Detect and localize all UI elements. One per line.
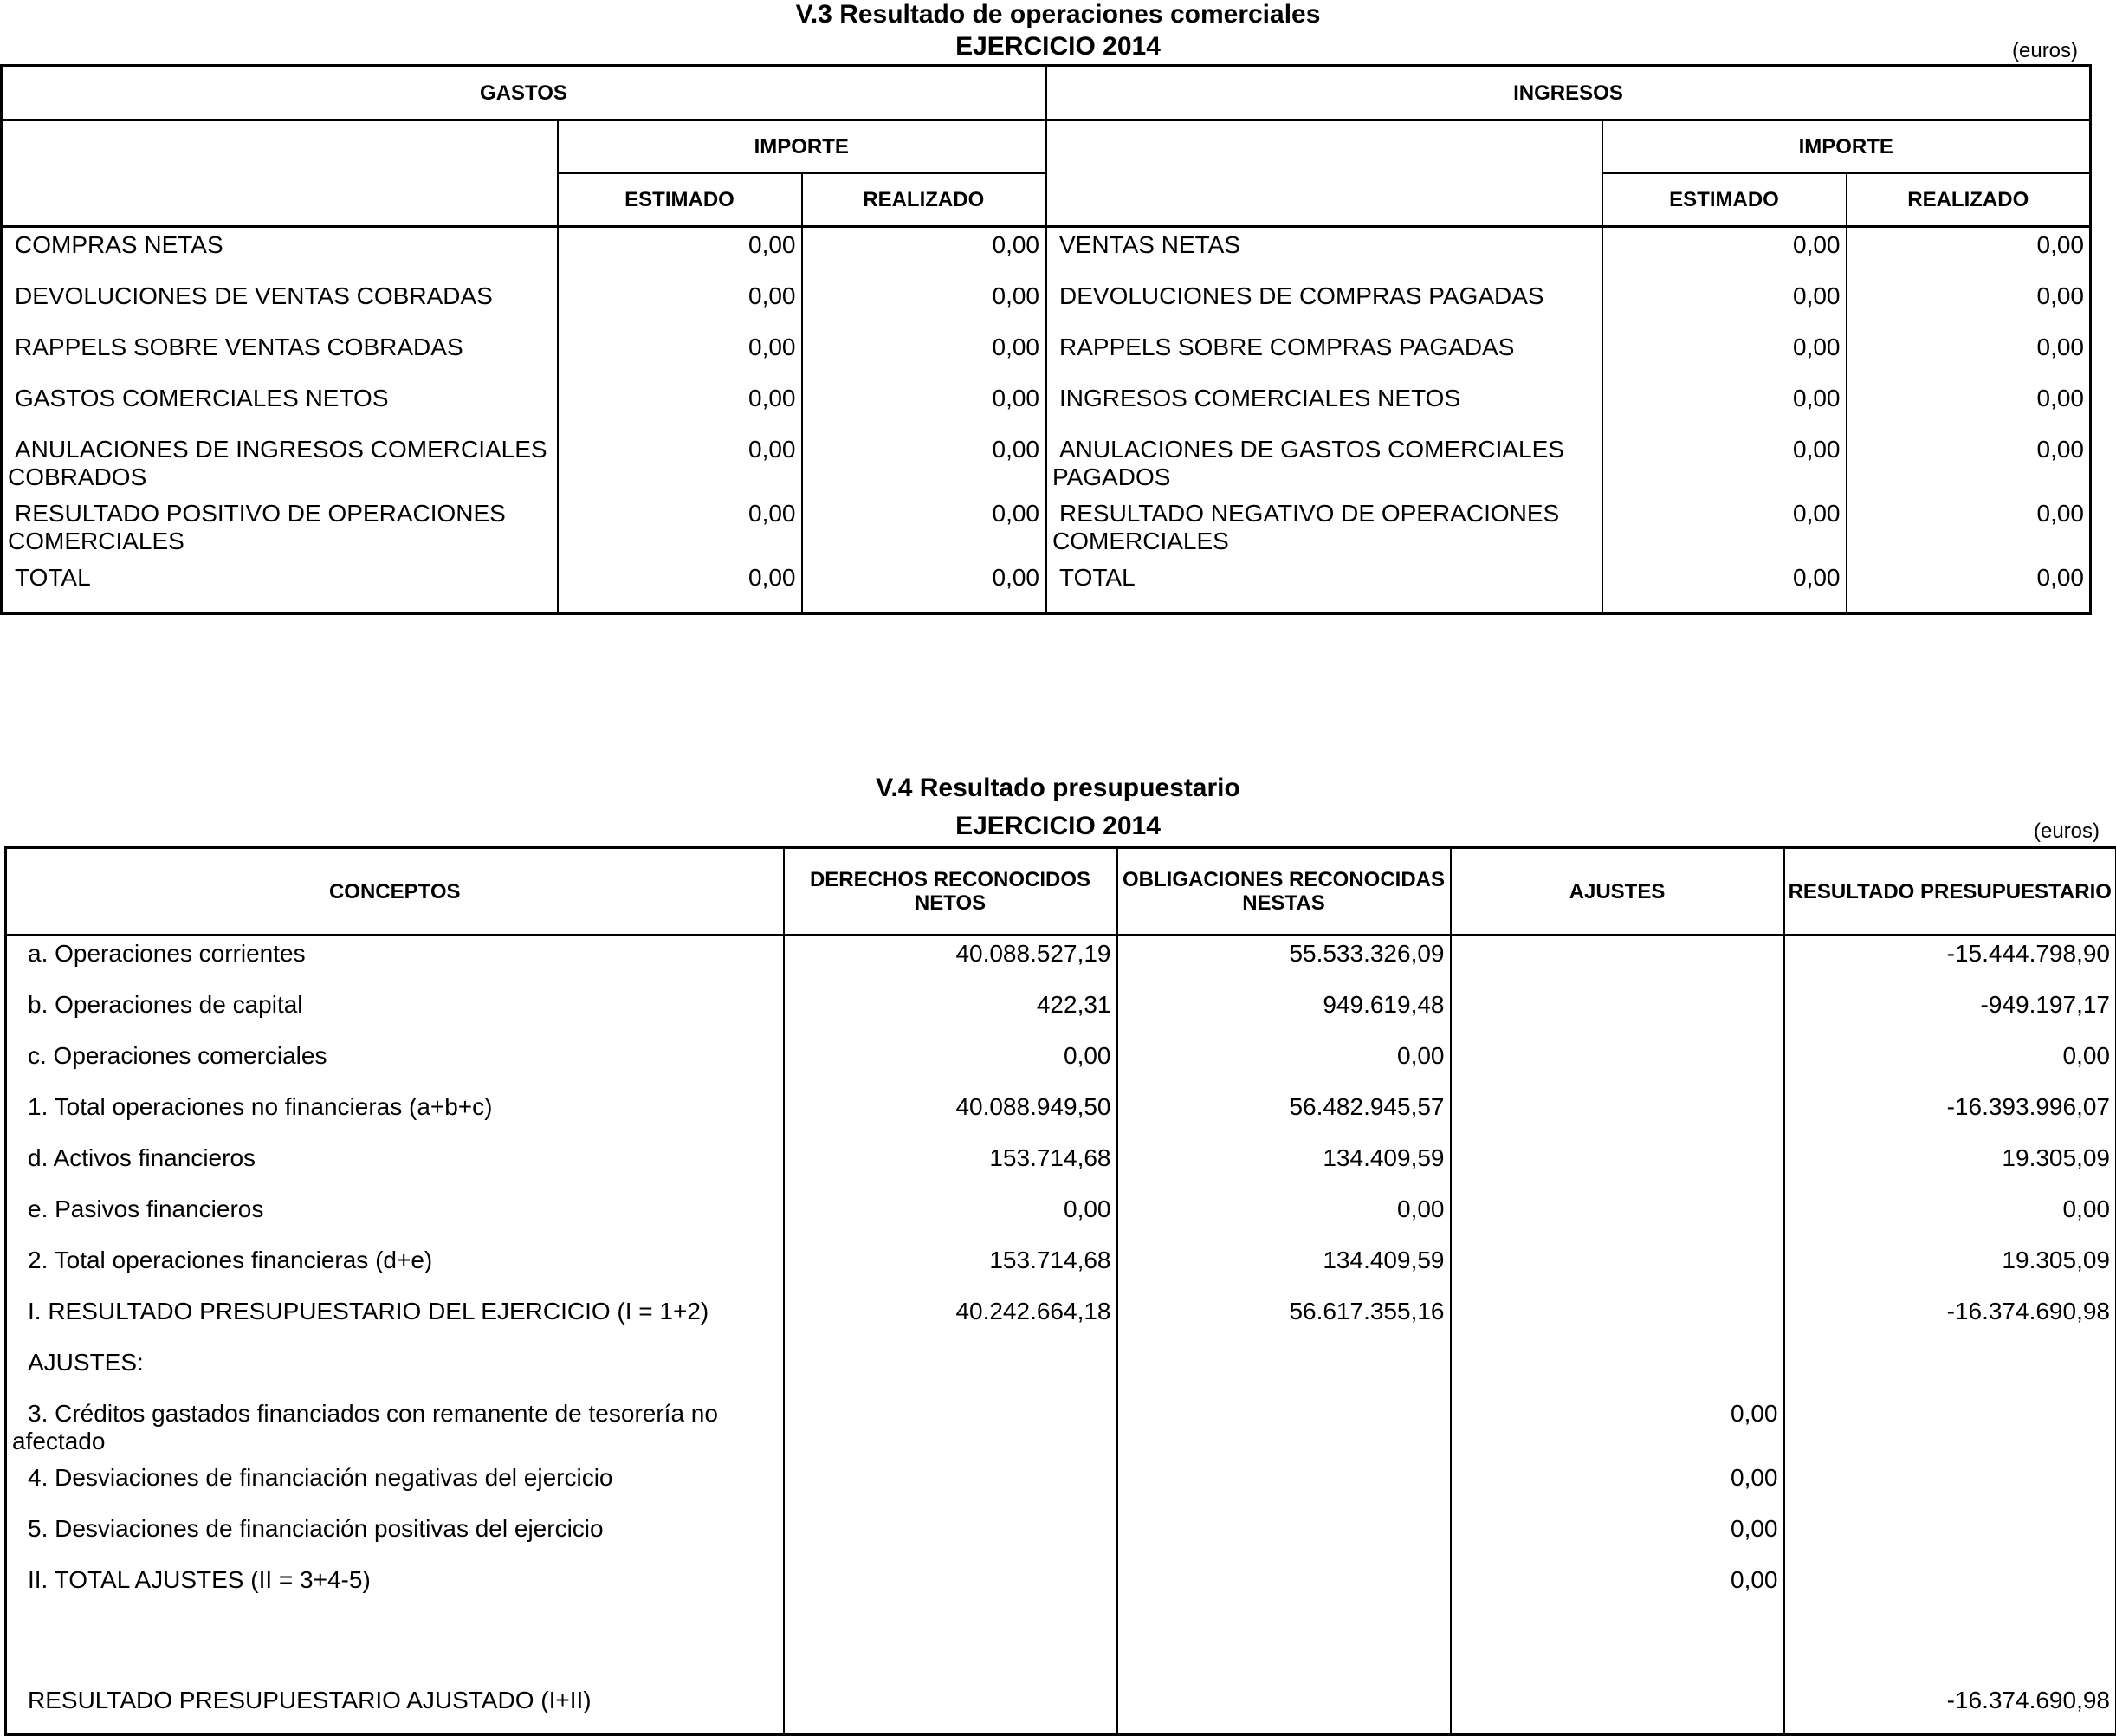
ingreso-estimado: 0,00 [1602,227,1847,280]
concepto-cell [6,1614,784,1683]
v4-table-row [6,1461,2116,1512]
ingreso-concept: DEVOLUCIONES DE COMPRAS PAGADAS [1046,279,1602,330]
derechos-cell [784,1683,1117,1735]
ajustes-cell [1451,1039,1784,1090]
v4-units: (euros) [2034,819,2100,844]
obligaciones-cell: 56.617.355,16 [1117,1294,1451,1345]
obligaciones-cell [1117,1512,1451,1563]
resultado-cell: 19.305,09 [1784,1243,2116,1294]
gastos-header: GASTOS [2,66,1046,120]
v4-table [4,846,2116,1736]
derechos-cell [784,1345,1117,1396]
derechos-cell: 40.242.664,18 [784,1294,1117,1345]
concepto-cell: II. TOTAL AJUSTES (II = 3+4-5) [6,1563,784,1614]
v3-table-row [2,496,2091,560]
ingreso-realizado: 0,00 [1847,227,2091,280]
gasto-estimado: 0,00 [558,227,802,280]
resultado-cell: -15.444.798,90 [1784,936,2116,988]
obligaciones-cell [1117,1563,1451,1614]
v3-table-row [2,330,2091,381]
concepto-cell: c. Operaciones comerciales [6,1039,784,1090]
v3-table-row [2,560,2091,614]
ingreso-concept: RESULTADO NEGATIVO DE OPERACIONES COMERCIALES [1046,496,1602,560]
ajustes-header: AJUSTES [1451,848,1784,936]
derechos-cell: 0,00 [784,1192,1117,1243]
derechos-cell: 40.088.527,19 [784,936,1117,988]
gasto-estimado: 0,00 [558,330,802,381]
concepto-cell: a. Operaciones corrientes [6,936,784,988]
resultado-cell [1784,1563,2116,1614]
ingresos-label-header [1046,120,1602,227]
concepto-cell: e. Pasivos financieros [6,1192,784,1243]
v4-table-row [6,1243,2116,1294]
ingreso-concept: VENTAS NETAS [1046,227,1602,280]
v4-title: V.4 Resultado presupuestario [0,774,2116,803]
resultado-header: RESULTADO PRESUPUESTARIO [1784,848,2116,936]
derechos-cell [784,1614,1117,1683]
obligaciones-cell: 134.409,59 [1117,1243,1451,1294]
v4-table-row [6,1141,2116,1192]
concepto-cell: b. Operaciones de capital [6,988,784,1039]
gasto-realizado: 0,00 [802,560,1046,614]
v3-table-row [2,432,2091,496]
gasto-realizado: 0,00 [802,330,1046,381]
conceptos-header: CONCEPTOS [6,848,784,936]
obligaciones-cell: 56.482.945,57 [1117,1090,1451,1141]
gasto-estimado: 0,00 [558,560,802,614]
ajustes-cell [1451,988,1784,1039]
gasto-realizado: 0,00 [802,432,1046,496]
gasto-concept: DEVOLUCIONES DE VENTAS COBRADAS [2,279,558,330]
ingreso-concept: ANULACIONES DE GASTOS COMERCIALES PAGADOS [1046,432,1602,496]
v3-table-row [2,381,2091,432]
gasto-concept: COMPRAS NETAS [2,227,558,280]
ingreso-estimado: 0,00 [1602,381,1847,432]
ingreso-concept: RAPPELS SOBRE COMPRAS PAGADAS [1046,330,1602,381]
derechos-cell [784,1396,1117,1461]
v3-table-row [2,227,2091,280]
v4-table-row [6,1294,2116,1345]
resultado-cell: -16.374.690,98 [1784,1294,2116,1345]
gasto-estimado: 0,00 [558,279,802,330]
resultado-cell: -16.374.690,98 [1784,1683,2116,1735]
concepto-cell: I. RESULTADO PRESUPUESTARIO DEL EJERCICIO (I = 1+2) [6,1294,784,1345]
v3-units: (euros) [2012,39,2078,63]
obligaciones-cell [1117,1614,1451,1683]
ingreso-realizado: 0,00 [1847,560,2091,614]
ingreso-realizado: 0,00 [1847,279,2091,330]
concepto-cell: 1. Total operaciones no financieras (a+b+c) [6,1090,784,1141]
v3-table [0,64,2092,615]
concepto-cell: 2. Total operaciones financieras (d+e) [6,1243,784,1294]
derechos-cell: 422,31 [784,988,1117,1039]
gasto-concept: ANULACIONES DE INGRESOS COMERCIALES COBRADOS [2,432,558,496]
v4-table-row [6,1345,2116,1396]
obligaciones-cell: 0,00 [1117,1039,1451,1090]
obligaciones-cell [1117,1345,1451,1396]
concepto-cell: 4. Desviaciones de financiación negativas del ejercicio [6,1461,784,1512]
ingreso-estimado: 0,00 [1602,330,1847,381]
v3-subtitle: EJERCICIO 2014 [0,32,2116,62]
ingreso-estimado: 0,00 [1602,432,1847,496]
ingresos-importe-header: IMPORTE [1602,120,2091,174]
derechos-cell [784,1512,1117,1563]
v4-table-row [6,1396,2116,1461]
ajustes-cell: 0,00 [1451,1563,1784,1614]
v4-table-row [6,1512,2116,1563]
gasto-estimado: 0,00 [558,381,802,432]
ingreso-estimado: 0,00 [1602,279,1847,330]
ajustes-cell [1451,1345,1784,1396]
ingresos-estimado-header: ESTIMADO [1602,173,1847,227]
gastos-realizado-header: REALIZADO [802,173,1046,227]
concepto-cell: 5. Desviaciones de financiación positivas del ejercicio [6,1512,784,1563]
obligaciones-cell: 134.409,59 [1117,1141,1451,1192]
ajustes-cell [1451,1294,1784,1345]
ingreso-concept: TOTAL [1046,560,1602,614]
obligaciones-cell: 949.619,48 [1117,988,1451,1039]
gasto-realizado: 0,00 [802,381,1046,432]
v3-table-row [2,279,2091,330]
ajustes-cell [1451,1090,1784,1141]
resultado-cell: 0,00 [1784,1039,2116,1090]
resultado-cell [1784,1345,2116,1396]
ingreso-realizado: 0,00 [1847,330,2091,381]
derechos-header: DERECHOS RECONOCIDOS NETOS [784,848,1117,936]
ajustes-cell [1451,1243,1784,1294]
concepto-cell: d. Activos financieros [6,1141,784,1192]
resultado-cell [1784,1461,2116,1512]
v4-table-row [6,1192,2116,1243]
obligaciones-header: OBLIGACIONES RECONOCIDAS NESTAS [1117,848,1451,936]
ajustes-cell [1451,1141,1784,1192]
ajustes-cell [1451,936,1784,988]
obligaciones-cell: 0,00 [1117,1192,1451,1243]
ajustes-cell: 0,00 [1451,1396,1784,1461]
ingreso-realizado: 0,00 [1847,381,2091,432]
derechos-cell [784,1563,1117,1614]
ajustes-cell [1451,1192,1784,1243]
ingreso-estimado: 0,00 [1602,560,1847,614]
v4-table-row [6,1614,2116,1683]
derechos-cell: 40.088.949,50 [784,1090,1117,1141]
resultado-cell: -949.197,17 [1784,988,2116,1039]
gastos-label-header [2,120,558,227]
v4-table-row [6,1683,2116,1735]
obligaciones-cell: 55.533.326,09 [1117,936,1451,988]
ingresos-realizado-header: REALIZADO [1847,173,2091,227]
ajustes-cell: 0,00 [1451,1512,1784,1563]
ajustes-cell [1451,1683,1784,1735]
derechos-cell: 0,00 [784,1039,1117,1090]
resultado-cell [1784,1396,2116,1461]
v4-table-row [6,988,2116,1039]
derechos-cell [784,1461,1117,1512]
derechos-cell: 153.714,68 [784,1243,1117,1294]
gasto-concept: GASTOS COMERCIALES NETOS [2,381,558,432]
obligaciones-cell [1117,1396,1451,1461]
resultado-cell: 19.305,09 [1784,1141,2116,1192]
v4-table-row [6,1563,2116,1614]
resultado-cell [1784,1512,2116,1563]
gasto-concept: RAPPELS SOBRE VENTAS COBRADAS [2,330,558,381]
gasto-concept: TOTAL [2,560,558,614]
ingreso-realizado: 0,00 [1847,496,2091,560]
gasto-realizado: 0,00 [802,496,1046,560]
obligaciones-cell [1117,1461,1451,1512]
resultado-cell: -16.393.996,07 [1784,1090,2116,1141]
v4-table-row [6,1090,2116,1141]
v3-title: V.3 Resultado de operaciones comerciales [0,0,2116,29]
gastos-estimado-header: ESTIMADO [558,173,802,227]
v4-subtitle: EJERCICIO 2014 [0,812,2116,841]
v4-table-row [6,936,2116,988]
ingreso-estimado: 0,00 [1602,496,1847,560]
ajustes-cell: 0,00 [1451,1461,1784,1512]
gasto-concept: RESULTADO POSITIVO DE OPERACIONES COMERCIALES [2,496,558,560]
gasto-estimado: 0,00 [558,432,802,496]
v4-table-row [6,1039,2116,1090]
ajustes-cell [1451,1614,1784,1683]
gasto-estimado: 0,00 [558,496,802,560]
ingreso-realizado: 0,00 [1847,432,2091,496]
ingresos-header: INGRESOS [1046,66,2091,120]
gastos-importe-header: IMPORTE [558,120,1046,174]
concepto-cell: RESULTADO PRESUPUESTARIO AJUSTADO (I+II) [6,1683,784,1735]
obligaciones-cell [1117,1683,1451,1735]
concepto-cell: AJUSTES: [6,1345,784,1396]
derechos-cell: 153.714,68 [784,1141,1117,1192]
resultado-cell [1784,1614,2116,1683]
gasto-realizado: 0,00 [802,227,1046,280]
concepto-cell: 3. Créditos gastados financiados con remanente de tesorería no afectado [6,1396,784,1461]
resultado-cell: 0,00 [1784,1192,2116,1243]
ingreso-concept: INGRESOS COMERCIALES NETOS [1046,381,1602,432]
gasto-realizado: 0,00 [802,279,1046,330]
